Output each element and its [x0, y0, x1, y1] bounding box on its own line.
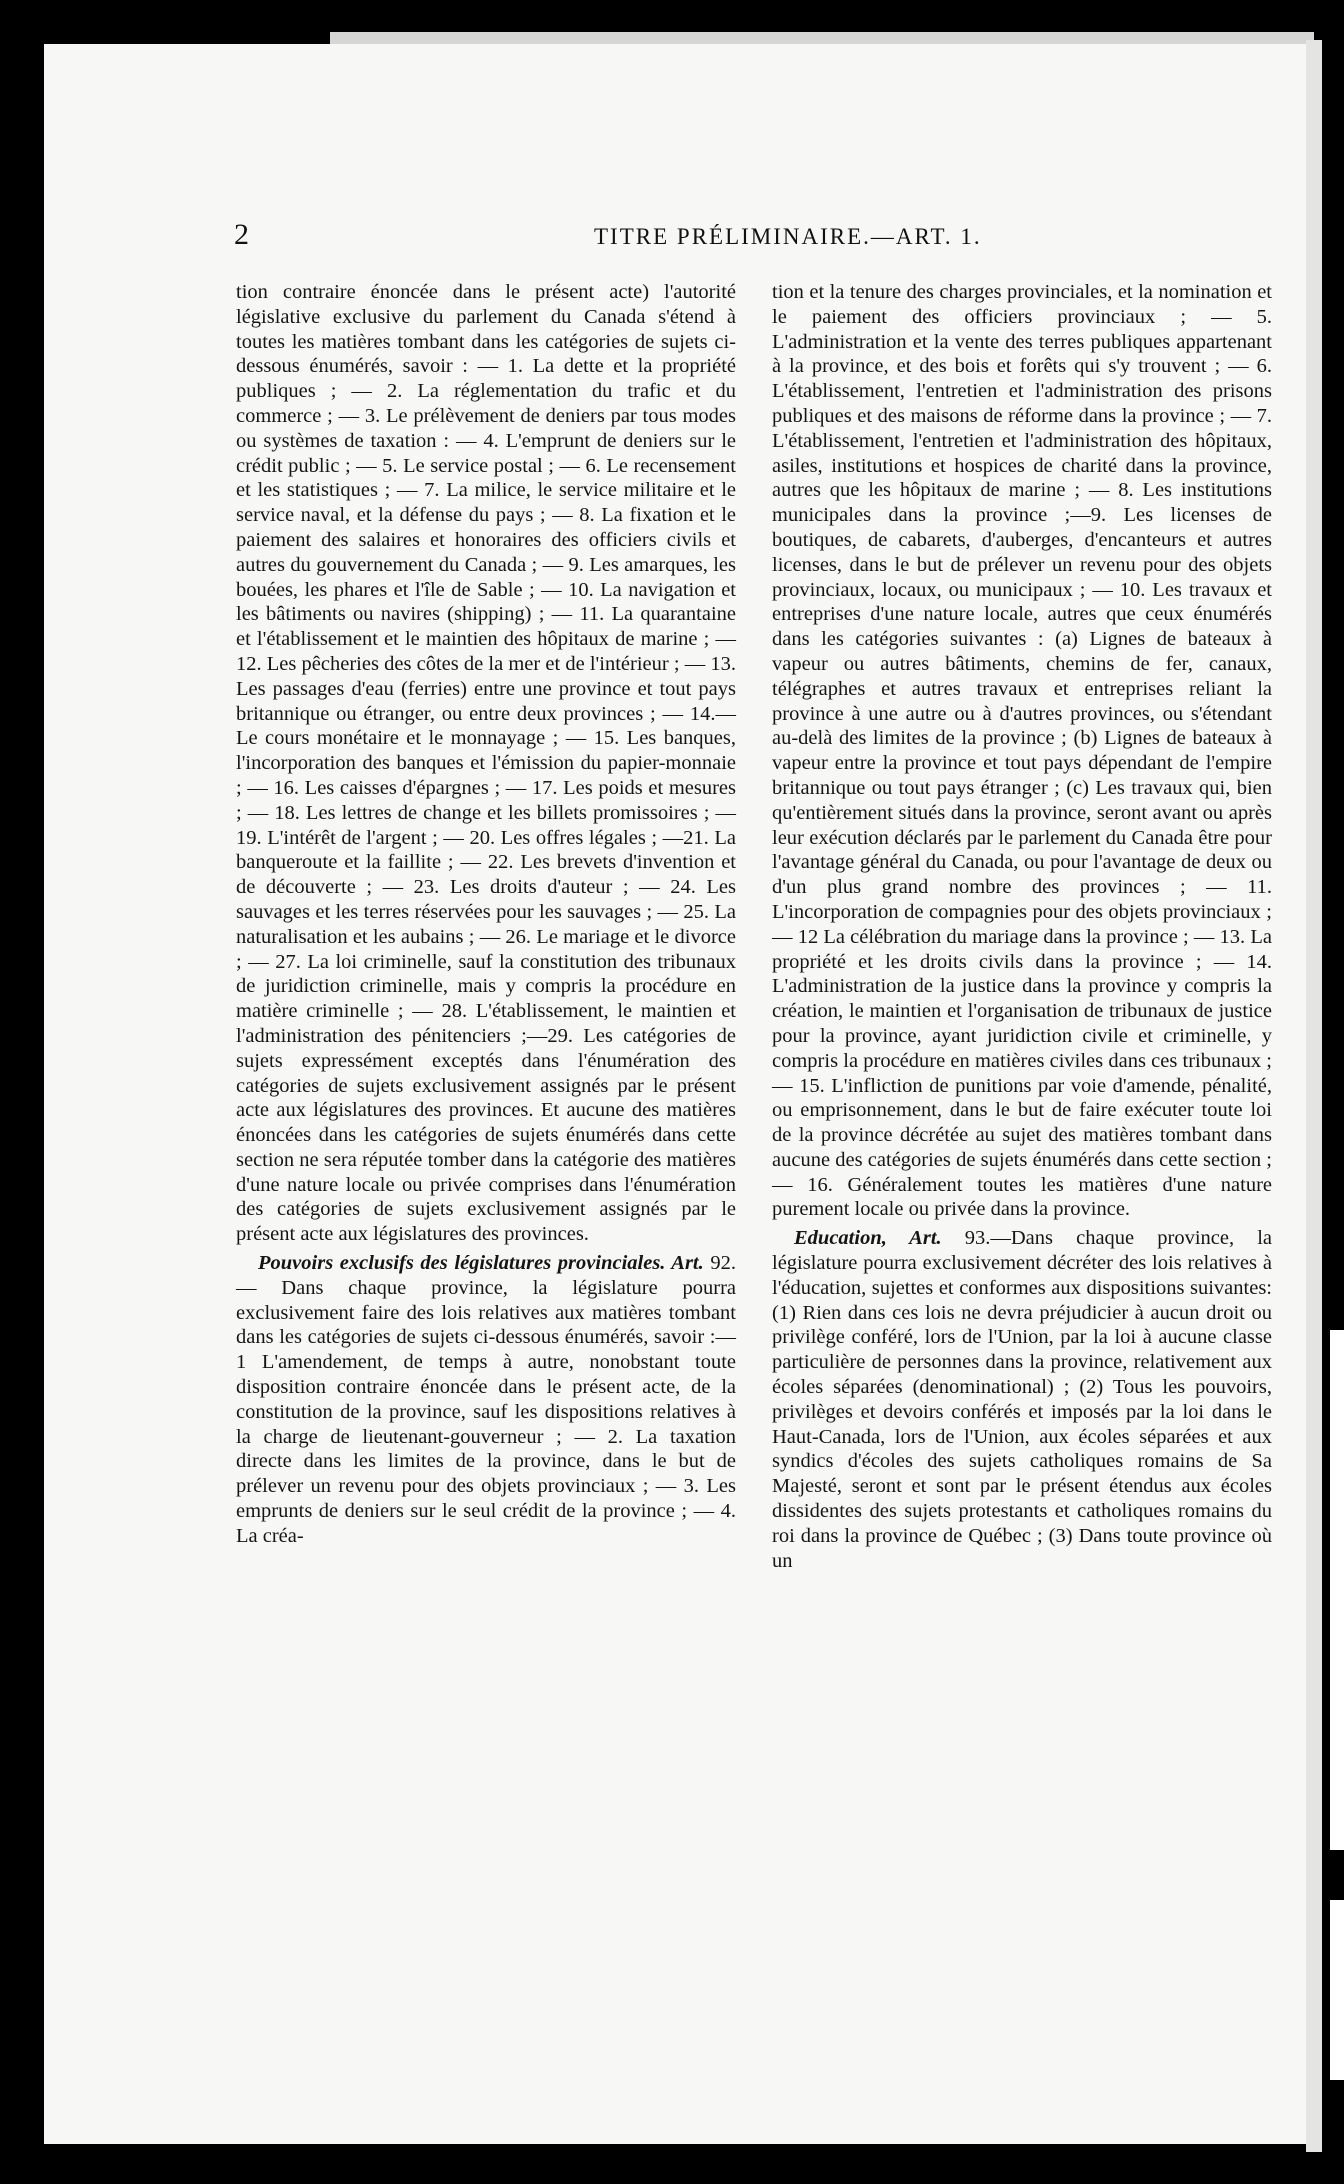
page-number: 2: [234, 218, 249, 251]
left-column: [236, 280, 736, 1549]
paragraph-art-92-continued: tion et la tenure des charges provinciales, et la nomination et le paiement des officiers provinciaux ; — 5. L'administration et la vente des terres publiques appartenant à la province, et des bois et forêts qui s'y trouvent ; — 6. L'établissement, l'entretien et l'administration des prisons publiques et des maisons de réforme dans la province ; — 7. L'établissement, l'entretien et l'administration des hôpitaux, asiles, institutions et hospices de charité dans la province, autres que les hôpitaux de marine ; — 8. Les institutions municipales dans la province ;—9. Les licenses de boutiques, de cabarets, d'auberges, d'encanteurs et autres licenses, dans le but de prélever un revenu pour des objets provinciaux, locaux, ou municipaux ; — 10. Les travaux et entreprises d'une nature locale, autres que ceux énumérés dans les catégories suivantes : (a) Lignes de bateaux à vapeur ou autres bâtiments, chemins de fer, canaux, télégraphes et autres travaux et entreprises reliant la province à une autre ou à d'autres provinces, ou s'étendant au-delà des limites de la province ; (b) Lignes de bateaux à vapeur entre la province et tout pays dépendant de l'empire britannique ou tout pays étranger ; (c) Les travaux qui, bien qu'entièrement situés dans la province, seront avant ou après leur exécution déclarés par le parlement du Canada être pour l'avantage général du Canada, ou pour l'avantage de deux ou d'un plus grand nombre des provinces ; — 11. L'incorporation de compagnies pour des objets provinciaux ; — 12 La célébration du mariage dans la province ; — 13. La propriété et les droits civils dans la province ; — 14. L'administration de la justice dans la province y compris la création, le maintien et l'organisation de tribunaux de justice pour la province, ayant juridiction civile et criminelle, y compris la procédure en matières civiles dans ces tribunaux ; — 15. L'infliction de punitions par voie d'amende, pénalité, ou emprisonnement, dans le but de faire exécuter toute loi de la province décrétée au sujet des matières tombant dans aucune des catégories de sujets énumérés dans cette section ; — 16. Généralement toutes les matières d'une nature purement locale ou privée dans la province.: [772, 281, 1272, 1221]
scan-edge-right: [1306, 40, 1322, 2152]
paragraph-art-93: [772, 1226, 1272, 1573]
page-header: [234, 218, 1266, 258]
right-column: [772, 280, 1272, 1573]
rubric-art-92: Pouvoirs exclusifs des législatures provinciales. Art.: [258, 1252, 704, 1275]
text-art-93: 93.—Dans chaque province, la législature pourra exclusivement décréter des lois relatives à l'éducation, sujettes et conformes aux dispositions suivantes: (1) Rien dans ces lois ne devra préjudicier à aucun droit ou privilège conféré, lors de l'Union, par la loi à aucune classe particulière de personnes dans la province, relativement aux écoles séparées (denominational) ; (2) Tous les pouvoirs, privilèges et devoirs conférés et imposés par la loi dans le Haut-Canada, lors de l'Union, aux écoles séparées et aux syndics d'écoles des sujets catholiques romains de Sa Majesté, seront et sont par le présent étendus aux écoles dissidentes des sujets protestants et catholiques romains du roi dans la province de Québec ; (3) Dans toute province où un: [772, 1227, 1272, 1572]
adjacent-page-edge: [1330, 1330, 1344, 1850]
paragraph-art-92: [236, 1251, 736, 1549]
paragraph-art-91-continued: tion contraire énoncée dans le présent acte) l'autorité législative exclusive du parlement du Canada s'étend à toutes les matières tombant dans les catégories de sujets ci-dessous énumérés, savoir : — 1. La dette et la propriété publiques ; — 2. La réglementation du trafic et du commerce ; — 3. Le prélèvement de deniers par tous modes ou systèmes de taxation : — 4. L'emprunt de deniers sur le crédit public ; — 5. Le service postal ; — 6. Le recensement et les statistiques ; — 7. La milice, le service militaire et le service naval, et la défense du pays ; — 8. La fixation et le paiement des salaires et honoraires des officiers civils et autres du gouvernement du Canada ; — 9. Les amarques, les bouées, les phares et l'île de Sable ; — 10. La navigation et les bâtiments ou navires (shipping) ; — 11. La quarantaine et l'établissement et le maintien des hôpitaux de marine ; — 12. Les pêcheries des côtes de la mer et de l'intérieur ; — 13. Les passages d'eau (ferries) entre une province et tout pays britannique ou étranger, ou entre deux provinces ; — 14.—Le cours monétaire et le monnayage ; — 15. Les banques, l'incorporation des banques et l'émission du papier-monnaie ; — 16. Les caisses d'épargnes ; — 17. Les poids et mesures ; — 18. Les lettres de change et les billets promissoires ; — 19. L'intérêt de l'argent ; — 20. Les offres légales ; —21. La banqueroute et la faillite ; — 22. Les brevets d'invention et de découverte ; — 23. Les droits d'auteur ; — 24. Les sauvages et les terres réservées pour les sauvages ; — 25. La naturalisation et les aubains ; — 26. Le mariage et le divorce ; — 27. La loi criminelle, sauf la constitution des tribunaux de juridiction criminelle, mais y compris la procédure en matière criminelle ; — 28. L'établissement, le maintien et l'administration des pénitenciers ;—29. Les catégories de sujets expressément exceptés dans l'énumération des catégories de sujets exclusivement assignés par le présent acte aux législatures des provinces. Et aucune des matières énoncées dans les catégories de sujets énumérés dans cette section ne sera réputée tomber dans la catégorie des matières d'une nature locale ou privée comprises dans l'énumération des catégories de sujets exclusivement assignés par le présent acte aux législatures des provinces.: [236, 281, 736, 1246]
rubric-art-93: Education, Art.: [794, 1227, 942, 1250]
adjacent-page-edge-lower: [1330, 1900, 1344, 2080]
text-art-92: 92. — Dans chaque province, la législature pourra exclusivement faire des lois relatives aux matières tombant dans les catégories de sujets ci-dessous énumérés, savoir :—1 L'amendement, de temps à autre, nonobstant toute disposition contraire énoncée dans le présent acte, de la constitution de la province, sauf les dispositions relatives à la charge de lieutenant-gouverneur ; — 2. La taxation directe dans les limites de la province, dans le but de prélever un revenu pour des objets provinciaux ; — 3. Les emprunts de deniers sur le seul crédit de la province ; — 4. La créa-: [236, 1252, 736, 1547]
running-title: TITRE PRÉLIMINAIRE.—ART. 1.: [594, 224, 982, 249]
